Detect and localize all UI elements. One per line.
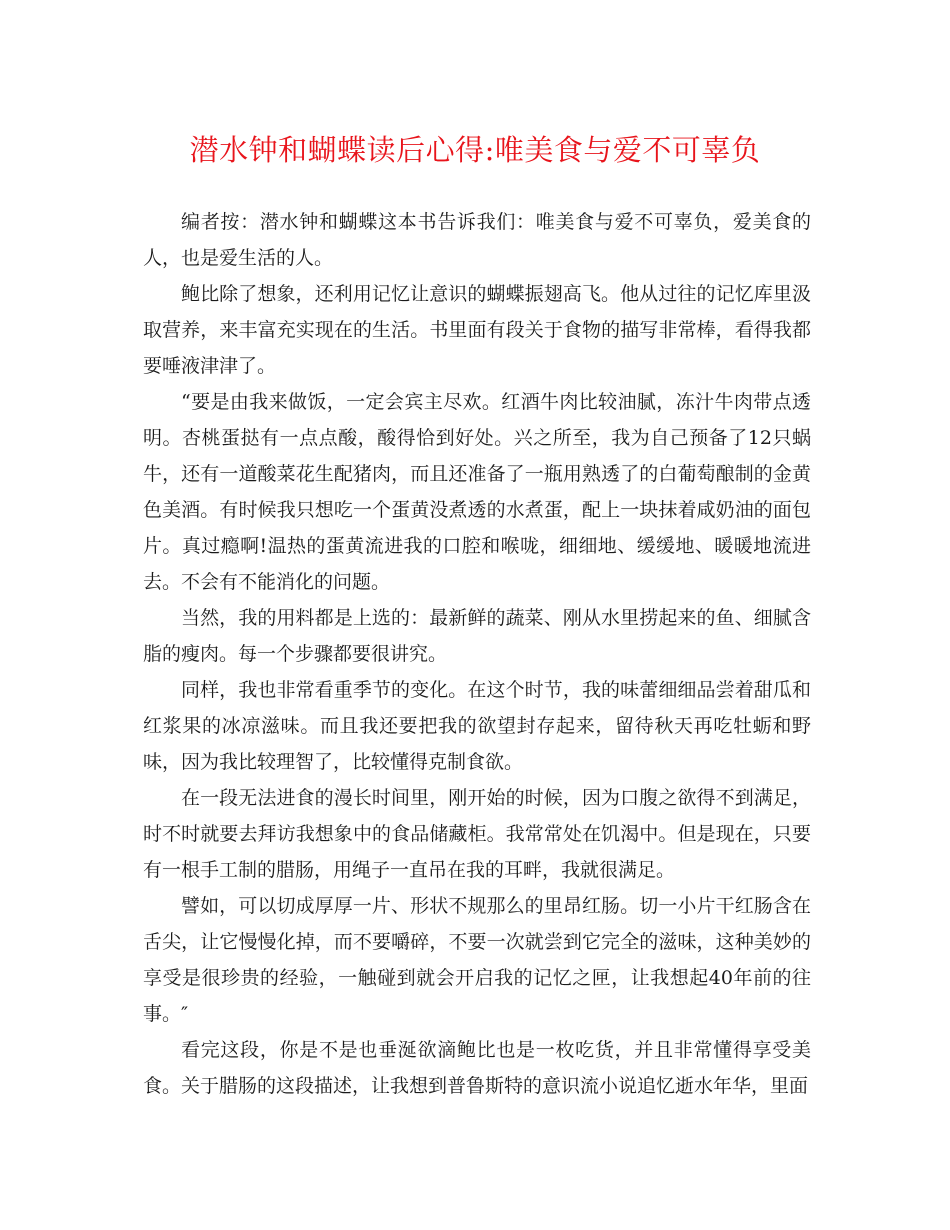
paragraph-editor-note: 编者按：潜水钟和蝴蝶这本书告诉我们：唯美食与爱不可辜负，爱美食的人，也是爱生活的人。 xyxy=(143,211,811,269)
paragraph: 譬如，可以切成厚厚一片、形状不规那么的里昂红肠。切一小片干红肠含在舌尖，让它慢慢化掉，而不要嚼碎，不要一次就尝到它完全的滋味，这种美妙的享受是很珍贵的经验，一触碰到就会开启我的记忆之匣，让我想起40年前的往事。″ xyxy=(143,895,811,1025)
paragraph: 同样，我也非常看重季节的变化。在这个时节，我的味蕾细细品尝着甜瓜和红浆果的冰凉滋味。而且我还要把我的欲望封存起来，留待秋天再吃牡蛎和野味，因为我比较理智了，比较懂得克制食欲。 xyxy=(143,679,811,773)
paragraph: 看完这段，你是不是也垂涎欲滴鲍比也是一枚吃货，并且非常懂得享受美食。关于腊肠的这段描述，让我想到普鲁斯特的意识流小说追忆逝水年华，里面 xyxy=(143,1039,811,1097)
paragraph: 鲍比除了想象，还利用记忆让意识的蝴蝶振翅高飞。他从过往的记忆库里汲取营养，来丰富充实现在的生活。书里面有段关于食物的描写非常棒，看得我都要唾液津津了。 xyxy=(143,283,811,377)
paragraph: 当然，我的用料都是上选的：最新鲜的蔬菜、刚从水里捞起来的鱼、细腻含脂的瘦肉。每一个步骤都要很讲究。 xyxy=(143,607,811,665)
document-body xyxy=(143,204,811,1104)
document-title: 潜水钟和蝴蝶读后心得:唯美食与爱不可辜负 xyxy=(189,133,761,167)
paragraph-quote: “要是由我来做饭，一定会宾主尽欢。红酒牛肉比较油腻，冻汁牛肉带点透明。杏桃蛋挞有一点点酸，酸得恰到好处。兴之所至，我为自己预备了12只蜗牛，还有一道酸菜花生配猪肉，而且还准备了一瓶用熟透了的白葡萄酿制的金黄色美酒。有时候我只想吃一个蛋黄没煮透的水煮蛋，配上一块抹着咸奶油的面包片。真过瘾啊!温热的蛋黄流进我的口腔和喉咙，细细地、缓缓地、暖暖地流进去。不会有不能消化的问题。 xyxy=(143,391,811,593)
paragraph: 在一段无法进食的漫长时间里，刚开始的时候，因为口腹之欲得不到满足，时不时就要去拜访我想象中的食品储藏柜。我常常处在饥渴中。但是现在，只要有一根手工制的腊肠，用绳子一直吊在我的耳畔，我就很满足。 xyxy=(143,787,811,881)
